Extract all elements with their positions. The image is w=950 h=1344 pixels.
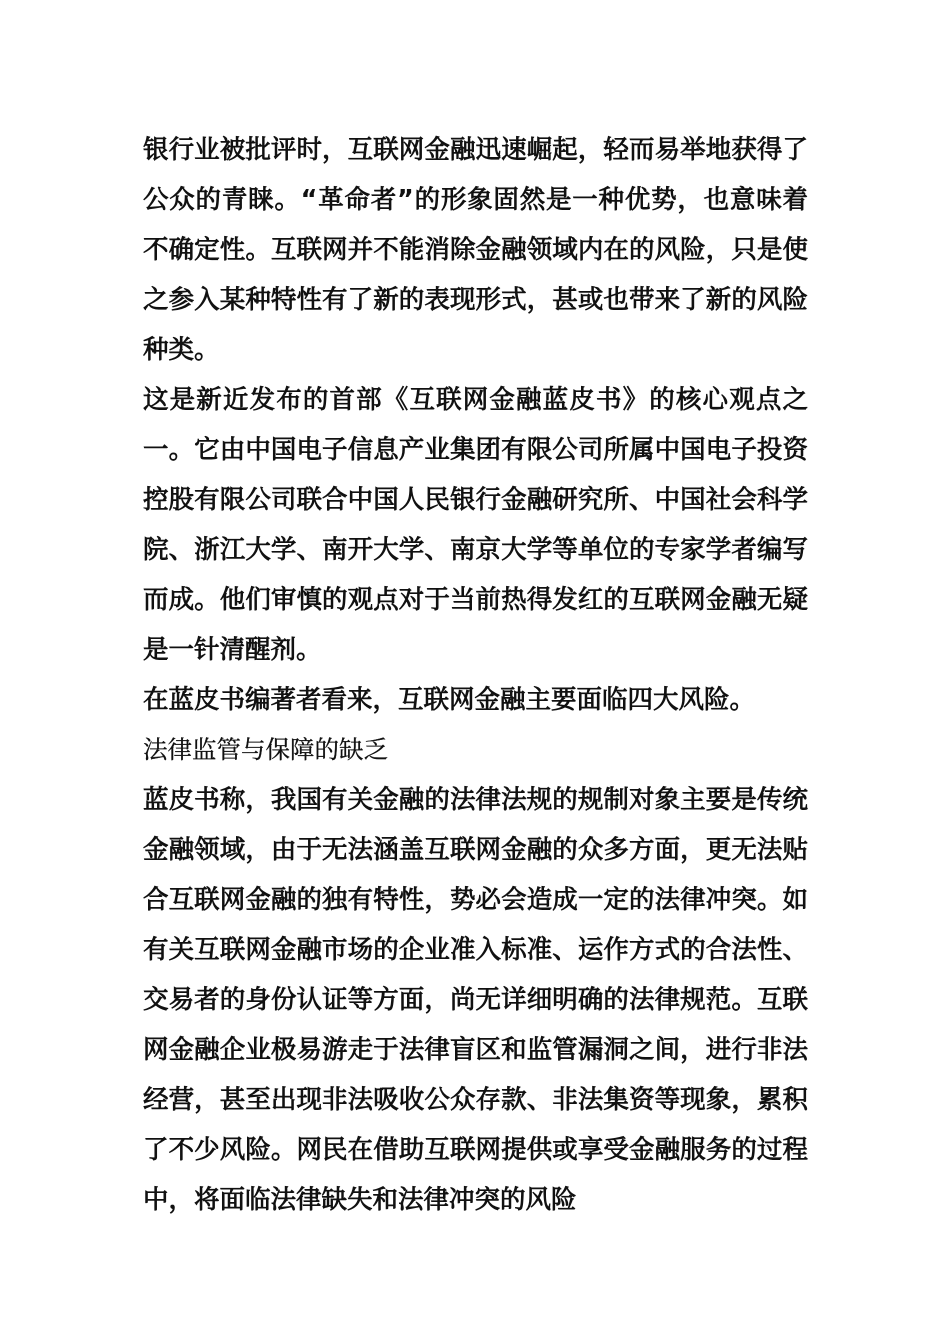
paragraph-bluebook: 这是新近发布的首部《互联网金融蓝皮书》的核心观点之一。它由中国电子信息产业集团有限公司所属中国电子投资控股有限公司联合中国人民银行金融研究所、中国社会科学院、浙江大学、南开大学、南京大学等单位的专家学者编写而成。他们审慎的观点对于当前热得发红的互联网金融无疑是一针清醒剂。 <box>143 385 808 665</box>
section-heading: 法律监管与保障的缺乏 <box>143 735 388 764</box>
paragraph-legal-risk: 蓝皮书称，我国有关金融的法律法规的规制对象主要是传统金融领域，由于无法涵盖互联网金融的众多方面，更无法贴合互联网金融的独有特性，势必会造成一定的法律冲突。如有关互联网金融市场的企业准入标准、运作方式的合法性、交易者的身份认证等方面，尚无详细明确的法律规范。互联网金融企业极易游走于法律盲区和监管漏洞之间，进行非法经营，甚至出现非法吸收公众存款、非法集资等现象，累积了不少风险。网民在借助互联网提供或享受金融服务的过程中，将面临法律缺失和法律冲突的风险 <box>143 785 808 1215</box>
paragraph-intro: 银行业被批评时，互联网金融迅速崛起，轻而易举地获得了公众的青睐。“革命者”的形象固然是一种优势，也意味着不确定性。互联网并不能消除金融领域内在的风险，只是使之参入某种特性有了新的表现形式，甚或也带来了新的风险种类。 <box>143 135 808 365</box>
document-body <box>143 125 808 1225</box>
paragraph-four-risks: 在蓝皮书编著者看来，互联网金融主要面临四大风险。 <box>143 685 756 715</box>
